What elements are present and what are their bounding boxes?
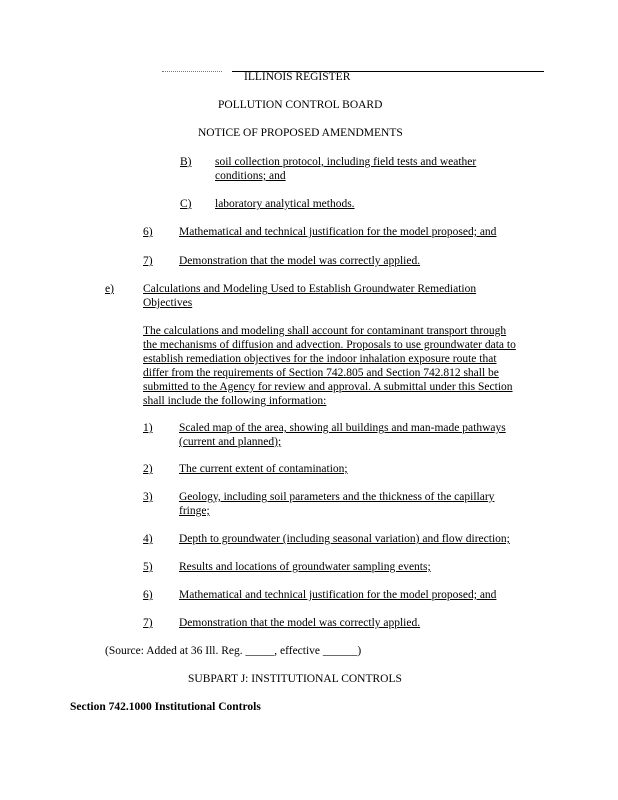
item-text-C: laboratory analytical methods.: [215, 198, 355, 210]
item-text-B-line2: conditions; and: [215, 170, 286, 182]
e-item-text-1-line1: Scaled map of the area, showing all buildings and man-made pathways: [179, 422, 506, 434]
paragraph-line: establish remediation objectives for the indoor inhalation exposure route that: [143, 353, 497, 365]
item-label-7-upper: 7): [143, 255, 153, 267]
e-item-label-2: 2): [143, 463, 153, 475]
paragraph-line: the mechanisms of diffusion and advection. Proposals to use groundwater data to: [143, 339, 516, 351]
paragraph-line: submitted to the Agency for review and approval. A submittal under this Section: [143, 381, 513, 393]
subsection-e-label: e): [105, 283, 114, 295]
e-item-text-1-line2: (current and planned);: [179, 436, 282, 448]
subsection-e-title-line2: Objectives: [143, 297, 193, 309]
e-item-label-6: 6): [143, 589, 153, 601]
item-label-C: C): [180, 198, 192, 210]
paragraph-line: The calculations and modeling shall account for contaminant transport through: [143, 325, 507, 337]
e-item-text-7: Demonstration that the model was correctly applied.: [179, 617, 421, 629]
item-text-6-upper: Mathematical and technical justification for the model proposed; and: [179, 226, 497, 238]
e-item-label-5: 5): [143, 561, 153, 573]
source-note: (Source: Added at 36 Ill. Reg. _____, effective ______): [105, 645, 362, 657]
section-heading: Section 742.1000 Institutional Controls: [70, 701, 261, 713]
register-title: ILLINOIS REGISTER: [244, 71, 351, 83]
e-item-text-4: Depth to groundwater (including seasonal variation) and flow direction;: [179, 533, 510, 545]
paragraph-line: differ from the requirements of Section 742.805 and Section 742.812 shall be: [143, 367, 499, 379]
e-item-label-7: 7): [143, 617, 153, 629]
e-item-text-6: Mathematical and technical justification for the model proposed; and: [179, 589, 497, 601]
item-label-B: B): [180, 156, 192, 168]
item-label-6-upper: 6): [143, 226, 153, 238]
item-text-7-upper: Demonstration that the model was correctly applied.: [179, 255, 421, 267]
subpart-heading: SUBPART J: INSTITUTIONAL CONTROLS: [188, 673, 402, 685]
board-title: POLLUTION CONTROL BOARD: [218, 99, 383, 111]
item-text-B-line1: soil collection protocol, including field tests and weather: [215, 156, 477, 168]
e-item-text-3-line2: fringe;: [179, 505, 210, 517]
notice-title: NOTICE OF PROPOSED AMENDMENTS: [198, 127, 403, 139]
e-item-label-4: 4): [143, 533, 153, 545]
e-item-text-5: Results and locations of groundwater sampling events;: [179, 561, 431, 573]
e-item-label-3: 3): [143, 491, 153, 503]
e-item-text-3-line1: Geology, including soil parameters and the thickness of the capillary: [179, 491, 495, 503]
subsection-e-title-line1: Calculations and Modeling Used to Establish Groundwater Remediation: [143, 283, 477, 295]
e-item-label-1: 1): [143, 422, 153, 434]
e-item-text-2: The current extent of contamination;: [179, 463, 348, 475]
paragraph-line: shall include the following information:: [143, 395, 327, 407]
header-dots: [162, 71, 222, 72]
